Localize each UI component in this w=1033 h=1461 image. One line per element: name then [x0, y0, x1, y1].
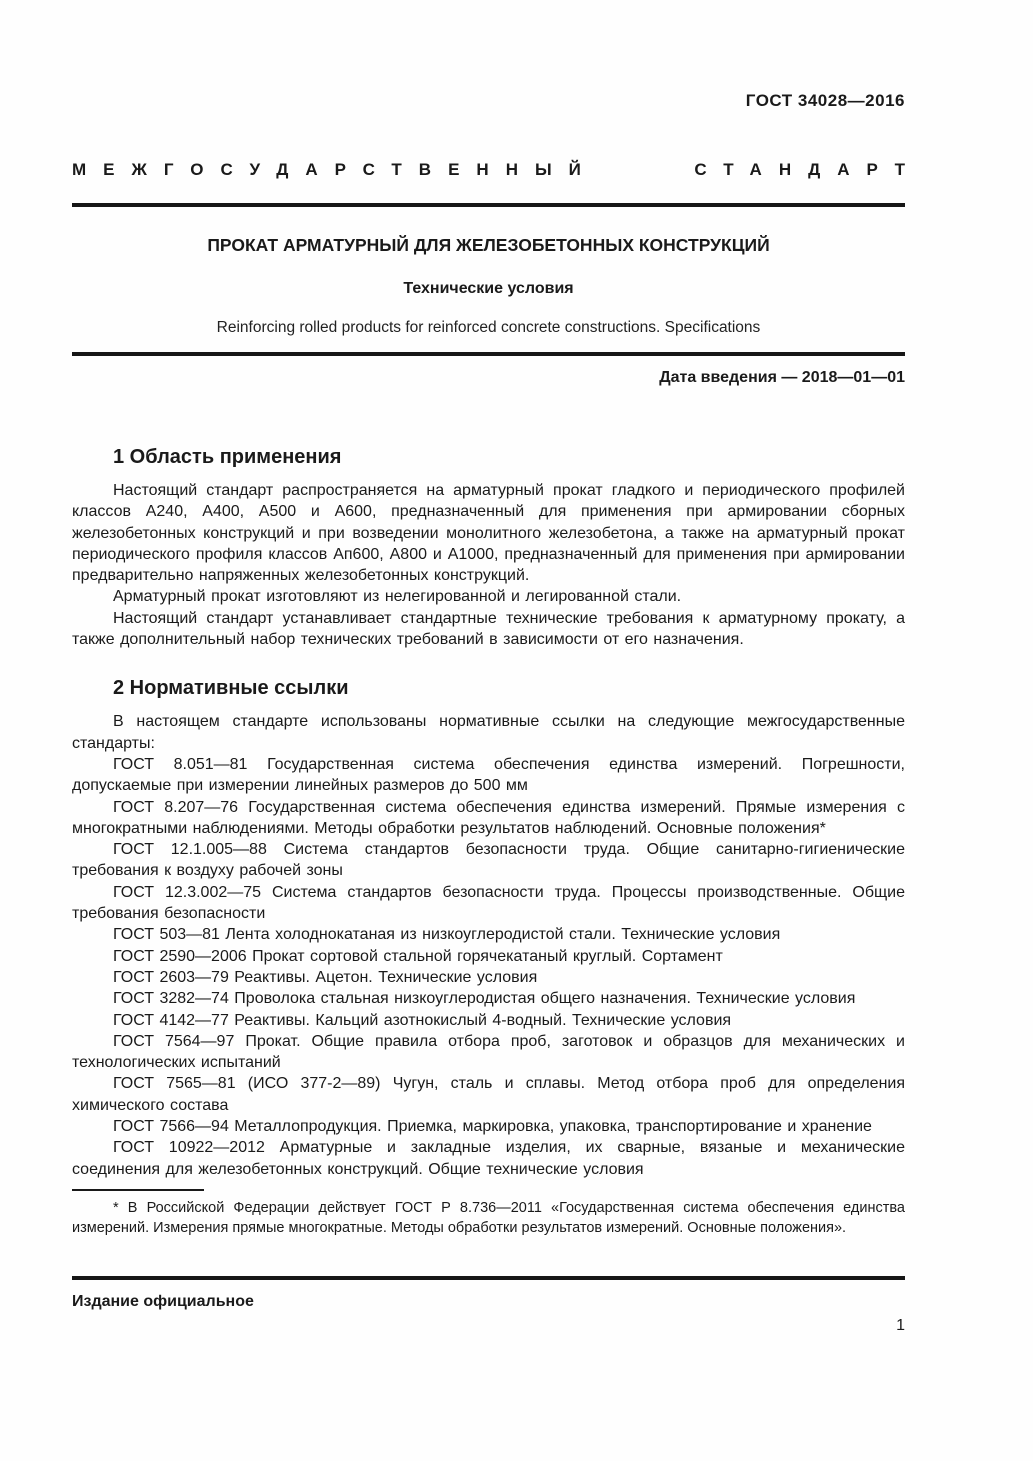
footnote-separator [72, 1189, 204, 1191]
section-scope [72, 445, 905, 650]
section-1-body [72, 480, 905, 650]
section-normative-references [72, 676, 905, 1180]
reference-item: ГОСТ 2590—2006 Прокат сортовой стальной горячекатаный круглый. Сортамент [113, 947, 723, 965]
doc-title: ПРОКАТ АРМАТУРНЫЙ ДЛЯ ЖЕЛЕЗОБЕТОННЫХ КОНСТРУКЦИЙ [207, 235, 770, 255]
standard-class-word-right: СТАНДАРТ [694, 160, 922, 179]
paragraph: Настоящий стандарт распространяется на арматурный прокат гладкого и периодического профилей классов А240, А400, А500 и А600, предназначенный для применения при армировании сборных железобетонных конструкций и при возведении монолитного железобетона, а также на арматурный прокат периодического профиля классов Ап600, А800 и А1000, предназначенный для применения при армировании предварительно напряженных железобетонных конструкций. [72, 482, 905, 585]
standard-class-line [72, 159, 922, 180]
page-content [72, 0, 922, 1238]
reference-item: ГОСТ 8.051—81 Государственная система обеспечения единства измерений. Погрешности, допускаемые при измерении линейных размеров до 500 мм [72, 755, 905, 795]
standard-class-word-left: МЕЖГОСУДАРСТВЕННЫЙ [72, 160, 598, 179]
reference-item: ГОСТ 10922—2012 Арматурные и закладные изделия, их сварные, вязаные и механические соединения для железобетонных конструкций. Общие технические условия [72, 1139, 905, 1178]
footnote: * В Российской Федерации действует ГОСТ Р 8.736—2011 «Государственная система обеспечения единства измерений. Измерения прямые многократные. Методы обработки результатов измерений. Основные положения». [72, 1199, 905, 1236]
reference-item: ГОСТ 503—81 Лента холоднокатаная из низкоуглеродистой стали. Технические условия [113, 926, 781, 944]
doc-number: ГОСТ 34028—2016 [745, 91, 905, 110]
reference-item: ГОСТ 12.3.002—75 Система стандартов безопасности труда. Процессы производственные. Общие требования безопасности [72, 883, 905, 923]
section-2-body [72, 711, 905, 1180]
paragraph: Арматурный прокат изготовляют из нелегированной и легированной стали. [113, 588, 682, 606]
header-rule [72, 203, 905, 207]
footer-rule [72, 1276, 905, 1280]
reference-item: ГОСТ 7565—81 (ИСО 377-2—89) Чугун, сталь и сплавы. Метод отбора проб для определения химического состава [72, 1075, 905, 1114]
reference-item: ГОСТ 2603—79 Реактивы. Ацетон. Технические условия [113, 968, 538, 986]
paragraph: Настоящий стандарт устанавливает стандартные технические требования к арматурному прокату, а также дополнительный набор технических требований в зависимости от его назначения. [72, 609, 905, 649]
reference-item: ГОСТ 3282—74 Проволока стальная низкоуглеродистая общего назначения. Технические условия [113, 990, 856, 1008]
paragraph: В настоящем стандарте использованы нормативные ссылки на следующие межгосударственные стандарты: [72, 713, 905, 752]
section-1-heading: 1 Область применения [113, 446, 342, 468]
reference-item: ГОСТ 4142—77 Реактивы. Кальций азотнокислый 4-водный. Технические условия [113, 1011, 732, 1029]
reference-item: ГОСТ 8.207—76 Государственная система обеспечения единства измерений. Прямые измерения с многократными наблюдениями. Методы обработки результатов наблюдений. Основные положения* [72, 798, 905, 837]
official-edition-note: Издание официальное [72, 1293, 254, 1310]
doc-subtitle: Технические условия [403, 280, 574, 297]
title-rule [72, 352, 905, 356]
reference-item: ГОСТ 7564—97 Прокат. Общие правила отбора проб, заготовок и образцов для механических и технологических испытаний [72, 1032, 905, 1072]
reference-item: ГОСТ 12.1.005—88 Система стандартов безопасности труда. Общие санитарно-гигиенические требования к воздуху рабочей зоны [72, 841, 905, 880]
effective-date: Дата введения — 2018—01—01 [659, 369, 905, 386]
page-number: 1 [896, 1317, 905, 1334]
doc-title-english: Reinforcing rolled products for reinforced concrete constructions. Specifications [216, 319, 761, 336]
section-2-heading: 2 Нормативные ссылки [113, 677, 349, 700]
reference-item: ГОСТ 7566—94 Металлопродукция. Приемка, маркировка, упаковка, транспортирование и хранение [113, 1118, 872, 1136]
